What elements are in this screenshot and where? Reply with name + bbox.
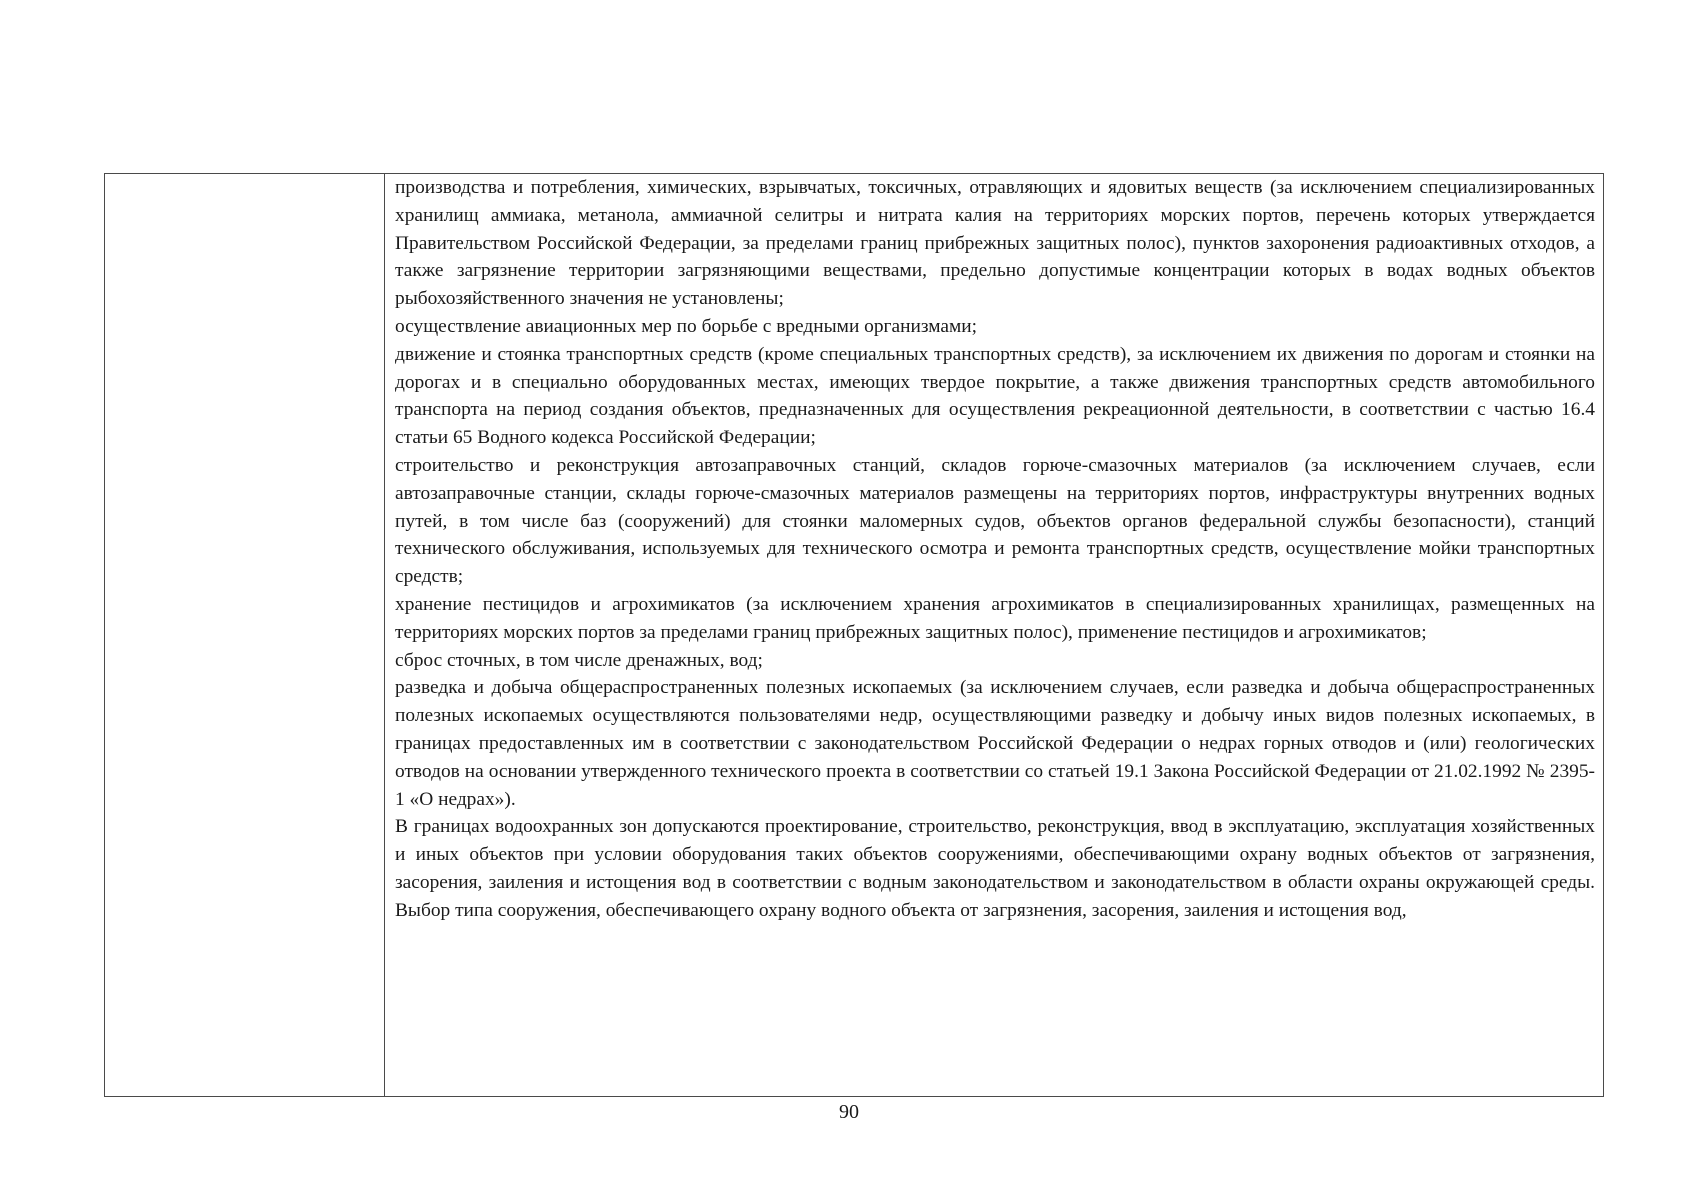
paragraph: В границах водоохранных зон допускаются проектирование, строительство, реконструкция, ввод в эксплуатацию, эксплуатация хозяйственных и иных объектов при условии оборудования таких объектов сооружениями, обеспечивающими охрану водных объектов от загрязнения, засорения, заиления и истощения вод в соответствии с водным законодательством и законодательством в области охраны окружающей среды. Выбор типа сооружения, обеспечивающего охрану водного объекта от загрязнения, засорения, заиления и истощения вод, [395, 816, 1595, 921]
table-left-column [105, 174, 385, 1096]
paragraph: движение и стоянка транспортных средств (кроме специальных транспортных средств), за исключением их движения по дорогам и стоянки на дорогах и в специально оборудованных местах, имеющих твердое покрытие, а также движения транспортных средств автомобильного транспорта на период создания объектов, предназначенных для осуществления рекреационной деятельности, в соответствии с частью 16.4 статьи 65 Водного кодекса Российской Федерации; [395, 343, 1595, 449]
document-table [104, 173, 1604, 1097]
paragraph: сброс сточных, в том числе дренажных, вод; [395, 649, 763, 671]
paragraph: разведка и добыча общераспространенных полезных ископаемых (за исключением случаев, если разведка и добыча общераспространенных полезных ископаемых осуществляются пользователями недр, осуществляющими разведку и добычу иных видов полезных ископаемых, в границах предоставленных им в соответствии с законодательством Российской Федерации о недрах горных отводов и (или) геологических отводов на основании утвержденного технического проекта в соответствии со статьей 19.1 Закона Российской Федерации от 21.02.1992 № 2395-1 «О недрах»). [395, 677, 1595, 810]
paragraph: производства и потребления, химических, взрывчатых, токсичных, отравляющих и ядовитых веществ (за исключением специализированных хранилищ аммиака, метанола, аммиачной селитры и нитрата калия на территориях морских портов, перечень которых утверждается Правительством Российской Федерации, за пределами границ прибрежных защитных полос), пунктов захоронения радиоактивных отходов, а также загрязнение территории загрязняющими веществами, предельно допустимые концентрации которых в водах водных объектов рыбохозяйственного значения не установлены; [395, 177, 1595, 310]
paragraph: хранение пестицидов и агрохимикатов (за исключением хранения агрохимикатов в специализированных хранилищах, размещенных на территориях морских портов за пределами границ прибрежных защитных полос), применение пестицидов и агрохимикатов; [395, 593, 1595, 643]
paragraph: осуществление авиационных мер по борьбе с вредными организмами; [395, 315, 978, 337]
table-right-column [385, 174, 1603, 1096]
paragraph: строительство и реконструкция автозаправочных станций, складов горюче-смазочных материалов (за исключением случаев, если автозаправочные станции, склады горюче-смазочных материалов размещены на территориях портов, инфраструктуры внутренних водных путей, в том числе баз (сооружений) для стоянки маломерных судов, объектов органов федеральной службы безопасности), станций технического обслуживания, используемых для технического осмотра и ремонта транспортных средств, осуществление мойки транспортных средств; [395, 454, 1595, 588]
page-number: 90 [839, 1101, 859, 1123]
